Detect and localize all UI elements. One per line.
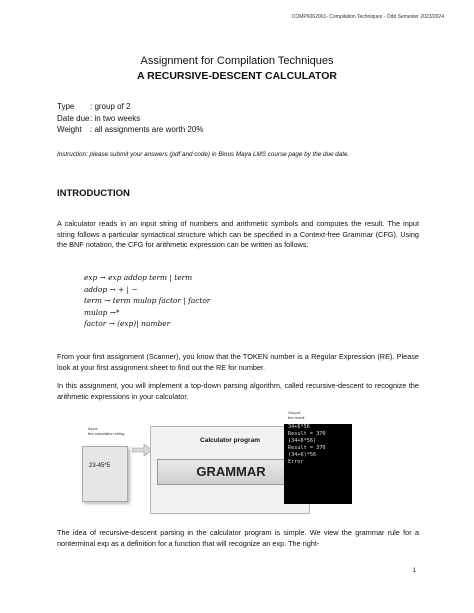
- console-output: [284, 424, 352, 504]
- meta-weight-key: Weight: [57, 125, 82, 134]
- console-line: 34+6*56: [288, 424, 310, 430]
- document-subtitle: A RECURSIVE-DESCENT CALCULATOR: [137, 70, 337, 82]
- console-line: Result = 370: [288, 445, 326, 451]
- paragraph-intro: A calculator reads in an input string of numbers and arithmetic symbols and computes the result. The input string follows a particular syntactical structure which can be specified in a Context-free Grammar (CFG). Using the BNF notation, the CFG for arithmetic expression can be written as follows:: [57, 219, 419, 249]
- paragraph-assignment: In this assignment, you will implement a top-down parsing algorithm, called recursive-descent to recognize the arithmetic expressions in your calculator.: [57, 381, 419, 401]
- section-heading-introduction: INTRODUCTION: [57, 188, 130, 199]
- paragraph-token: From your first assignment (Scanner), you know that the TOKEN number is a Regular Expression (RE). Please look at your first assignment sheet to find out the RE for number.: [57, 352, 419, 372]
- document-title: Assignment for Compilation Techniques: [140, 55, 334, 67]
- assignment-meta: [57, 101, 203, 136]
- meta-due-key: Date due: [57, 113, 90, 123]
- program-title: Calculator program: [200, 437, 260, 444]
- meta-due-value: : in two weeks: [90, 113, 141, 123]
- meta-weight-value: : all assignments are worth 20%: [90, 125, 204, 134]
- console-line: (34+6*56): [288, 438, 317, 444]
- input-document: [82, 446, 128, 502]
- grammar-bar: [157, 459, 305, 485]
- grammar-rule: term → term mulop factor | factor: [84, 296, 211, 305]
- running-header: COMP6062001- Compilation Techniques - Odd Semester 2023/2024: [291, 14, 444, 20]
- meta-type-row: [57, 101, 203, 113]
- meta-weight-row: [57, 124, 203, 136]
- console-line: Error: [288, 459, 304, 465]
- grammar-rule: mulop →*: [84, 307, 120, 317]
- grammar-rules: [84, 272, 210, 330]
- input-label: Input: the calculation string: [88, 426, 125, 436]
- calculator-diagram: [78, 410, 418, 520]
- console-line: Result = 370: [288, 431, 326, 437]
- submission-instruction: Instruction: please submit your answers (pdf and code) in Binus Maya LMS course page by the due date.: [57, 151, 350, 158]
- grammar-rule: factor → (exp)| number: [84, 319, 171, 328]
- paragraph-recursive-descent: The idea of recursive-descent parsing in the calculator program is simple. We view the grammar rule for a nonterminal exp as a definition for a function that will recognize an exp. The right-: [57, 528, 419, 548]
- meta-type-value: : group of 2: [90, 102, 131, 111]
- output-label: Output: the result: [288, 410, 305, 420]
- meta-due-row: [57, 113, 203, 125]
- page-number: 1: [412, 568, 416, 574]
- input-value: 23-45*5: [89, 463, 111, 469]
- console-line: (34+6)*56: [288, 452, 317, 458]
- input-arrow-icon: [132, 444, 152, 456]
- grammar-rule: exp → exp addop term | term: [84, 273, 193, 282]
- grammar-label: GRAMMAR: [196, 464, 266, 479]
- grammar-rule: addop → + | −: [84, 284, 138, 294]
- meta-type-key: Type: [57, 102, 75, 111]
